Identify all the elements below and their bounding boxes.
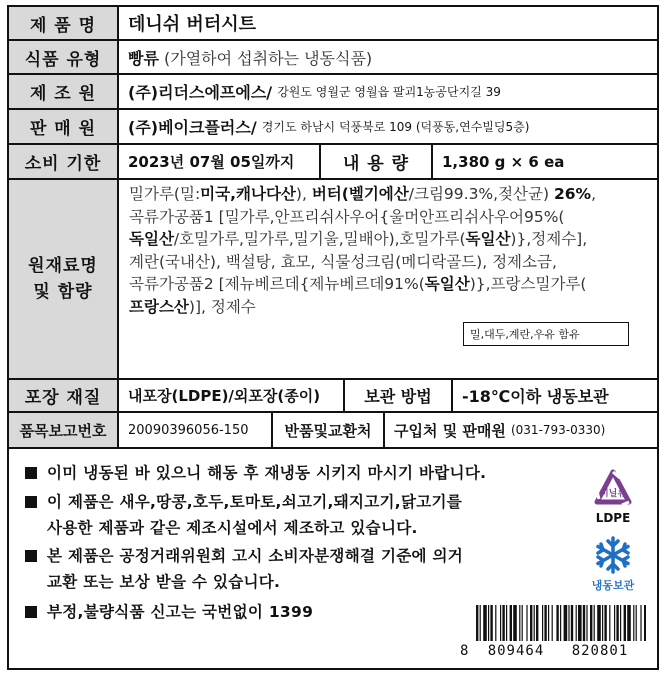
purchase-phone: (031-793-0330): [510, 423, 606, 437]
barcode-bar: [594, 605, 595, 641]
barcode-bar: [627, 605, 631, 641]
barcode-bar: [510, 605, 512, 641]
notice-text: 이 제품은 새우,땅콩,호두,토마토,쇠고기,돼지고기,닭고기를: [47, 493, 463, 511]
barcode-bar: [576, 605, 577, 641]
barcode-digits: [460, 643, 646, 659]
ingredient-fragment: ),: [295, 185, 312, 203]
manufacturer-address: 강원도 영월군 영월읍 팔괴1농공단지길 39: [277, 85, 501, 99]
barcode-digits-right: 820801: [571, 643, 629, 659]
food-type-main: 빵류: [128, 48, 159, 68]
seller-address: 경기도 하남시 덕풍북로 109 (덕풍동,연수빌딩5층): [261, 120, 530, 134]
ingredient-line-4: [129, 251, 657, 274]
notice-4: [25, 599, 313, 625]
barcode-bar: [597, 605, 601, 641]
ingredient-fragment: )},프랑스밀가루(: [469, 275, 587, 293]
packaging-label: 포장 재질: [9, 380, 119, 411]
row-product-name: [9, 7, 657, 41]
ingredient-origin: 미국,캐나다산: [200, 185, 296, 203]
barcode-bar: [542, 605, 543, 641]
notice-text: 사용한 제품과 같은 제조시설에서 제조하고 있습니다.: [47, 519, 418, 537]
seller-label: 판 매 원: [9, 110, 119, 143]
barcode-bar: [602, 605, 603, 641]
barcode-bar: [586, 605, 587, 641]
notice-3: [25, 543, 463, 595]
frozen-label: 냉동보관: [591, 579, 635, 592]
ingredient-fragment: )], 정제수: [188, 297, 256, 316]
barcode-bars: [460, 605, 646, 641]
expiry-value: 2023년 07월 05일까지: [128, 153, 295, 171]
barcode: [460, 605, 646, 657]
barcode-bar: [620, 605, 621, 641]
notice-1: [25, 460, 486, 486]
notice-text: 이미 냉동된 바 있으니 해동 후 재냉동 시키지 마시기 바랍니다.: [47, 464, 487, 482]
ingredient-line-6: [129, 296, 657, 319]
manufacturer-label: 제 조 원: [9, 75, 119, 108]
content-value: 1,380 g × 6 ea: [431, 145, 657, 178]
allergen-box: 밀,대두,계란,우유 함유: [463, 322, 629, 346]
ingredient-origin: 프랑스산: [129, 297, 189, 316]
notice-text: 본 제품은 공정거래위원회 고시 소비자분쟁해결 기준에 의거: [47, 547, 464, 565]
barcode-bar: [616, 605, 618, 641]
ingredient-fragment: 계란(국내산), 백설탕, 효모, 식물성크림(메디락골드), 정제소금,: [129, 252, 557, 271]
barcode-bar: [548, 605, 549, 641]
purchase-info: [385, 413, 657, 447]
ingredients-label-2: 및 함량: [33, 282, 93, 302]
ingredient-fragment: 곡류가공품1 [밀가루,안프리쉬사우어{울머안프리쉬사우어95%(: [129, 207, 565, 226]
row-manufacturer: [9, 75, 657, 110]
barcode-bar: [568, 605, 569, 641]
ingredient-fragment: /크림99.3%,젖산균): [408, 185, 554, 203]
ingredient-line-1: [129, 183, 657, 206]
barcode-bar: [583, 605, 585, 641]
barcode-bar: [536, 605, 538, 641]
report-value: 20090396056-150: [128, 422, 249, 438]
barcode-bar: [480, 605, 481, 641]
barcode-digits-left: 809464: [487, 643, 545, 659]
snowflake-icon: [593, 535, 633, 575]
content-label: 내 용 량: [319, 145, 431, 178]
barcode-bar: [490, 605, 492, 641]
barcode-bar: [636, 605, 637, 641]
barcode-bar: [522, 605, 523, 641]
bullet-square-icon: [25, 467, 37, 479]
row-packaging: [9, 380, 657, 413]
food-type-value: [119, 41, 657, 73]
barcode-bar: [614, 605, 615, 641]
barcode-bar: [609, 605, 610, 641]
barcode-bar: [513, 605, 517, 641]
barcode-bar: [534, 605, 535, 641]
ingredient-line-2: [129, 206, 657, 229]
barcode-digit-first: 8: [460, 643, 470, 659]
manufacturer-value: [119, 75, 657, 108]
product-name-label: 제 품 명: [9, 7, 119, 39]
purchase-label: 구입처 및 판매원: [394, 421, 506, 440]
ingredient-fragment: 곡류가공품2 [제뉴베르데{제뉴베르데91%(: [129, 275, 425, 293]
barcode-bar: [519, 605, 520, 641]
notice-2: [25, 489, 462, 541]
seller-value: [119, 110, 657, 143]
ingredient-origin: 독일산: [465, 230, 511, 248]
bullet-square-icon: [25, 496, 37, 508]
packaging-value: 내포장(LDPE)/외포장(종이): [128, 387, 321, 405]
manufacturer-name: (주)리더스에프에스/: [128, 83, 273, 102]
barcode-bar: [476, 605, 478, 641]
ingredient-fragment: 밀가루(밀:: [129, 185, 201, 203]
barcode-bar: [604, 605, 606, 641]
ingredient-percent: 26%: [553, 185, 592, 203]
barcode-bar: [578, 605, 582, 641]
barcode-bar: [526, 605, 527, 641]
storage-value: -18℃이하 냉동보관: [451, 380, 657, 411]
frozen-mark: [587, 535, 639, 593]
product-label: [7, 5, 659, 670]
report-label: 품목보고번호: [9, 413, 119, 447]
row-food-type: [9, 41, 657, 75]
row-report: [9, 413, 657, 449]
barcode-bar: [544, 605, 546, 641]
barcode-bar: [500, 605, 501, 641]
barcode-bar: [633, 605, 634, 641]
barcode-bar: [488, 605, 489, 641]
ingredient-line-5: [129, 273, 657, 296]
bullet-square-icon: [25, 606, 37, 618]
product-name-value: 데니쉬 버터시트: [128, 14, 256, 35]
food-type-note: (가열하여 섭취하는 냉동식품): [164, 48, 373, 68]
exchange-label: 반품및교환처: [271, 413, 385, 447]
barcode-bar: [560, 605, 561, 641]
barcode-bar: [590, 605, 592, 641]
barcode-bar: [644, 605, 646, 641]
recycle-material: LDPE: [595, 511, 631, 525]
barcode-bar: [495, 605, 496, 641]
ingredients-label: [9, 180, 119, 378]
ingredient-origin: 독일산: [129, 230, 174, 248]
barcode-bar: [571, 605, 573, 641]
ingredient-origin: 독일산: [424, 275, 470, 293]
storage-label: 보관 방법: [343, 380, 451, 411]
ingredient-fragment: /호밀가루,밀가루,밀기울,밀배아),호밀가루(: [173, 230, 466, 248]
row-ingredients: [9, 180, 657, 380]
barcode-bar: [552, 605, 553, 641]
barcode-bar: [640, 605, 641, 641]
ingredient-fragment: ,: [591, 185, 597, 203]
barcode-bar: [506, 605, 507, 641]
food-type-label: 식품 유형: [9, 41, 119, 73]
barcode-bar: [483, 605, 487, 641]
expiry-label: 소비 기한: [9, 145, 119, 178]
ingredient-origin: 버터(벨기에산: [311, 185, 409, 203]
row-expiry: [9, 145, 657, 180]
barcode-bar: [564, 605, 568, 641]
barcode-bar: [530, 605, 532, 641]
ingredient-fragment: )},정제수],: [510, 230, 588, 248]
notice-text: 교환 또는 보상 받을 수 있습니다.: [47, 573, 281, 591]
seller-name: (주)베이크플러스/: [128, 118, 257, 137]
notice-text: 부정,불량식품 신고는 국번없이 1399: [47, 603, 314, 621]
ingredient-line-3: [129, 228, 657, 251]
ingredients-label-1: 원재료명: [28, 256, 98, 276]
barcode-bar: [624, 605, 626, 641]
recycle-mark-label: 비닐류: [599, 489, 627, 499]
barcode-bar: [502, 605, 504, 641]
barcode-bar: [556, 605, 558, 641]
recycle-mark: [587, 469, 639, 525]
ingredients-text: [121, 180, 665, 321]
row-seller: [9, 110, 657, 145]
bullet-square-icon: [25, 550, 37, 562]
